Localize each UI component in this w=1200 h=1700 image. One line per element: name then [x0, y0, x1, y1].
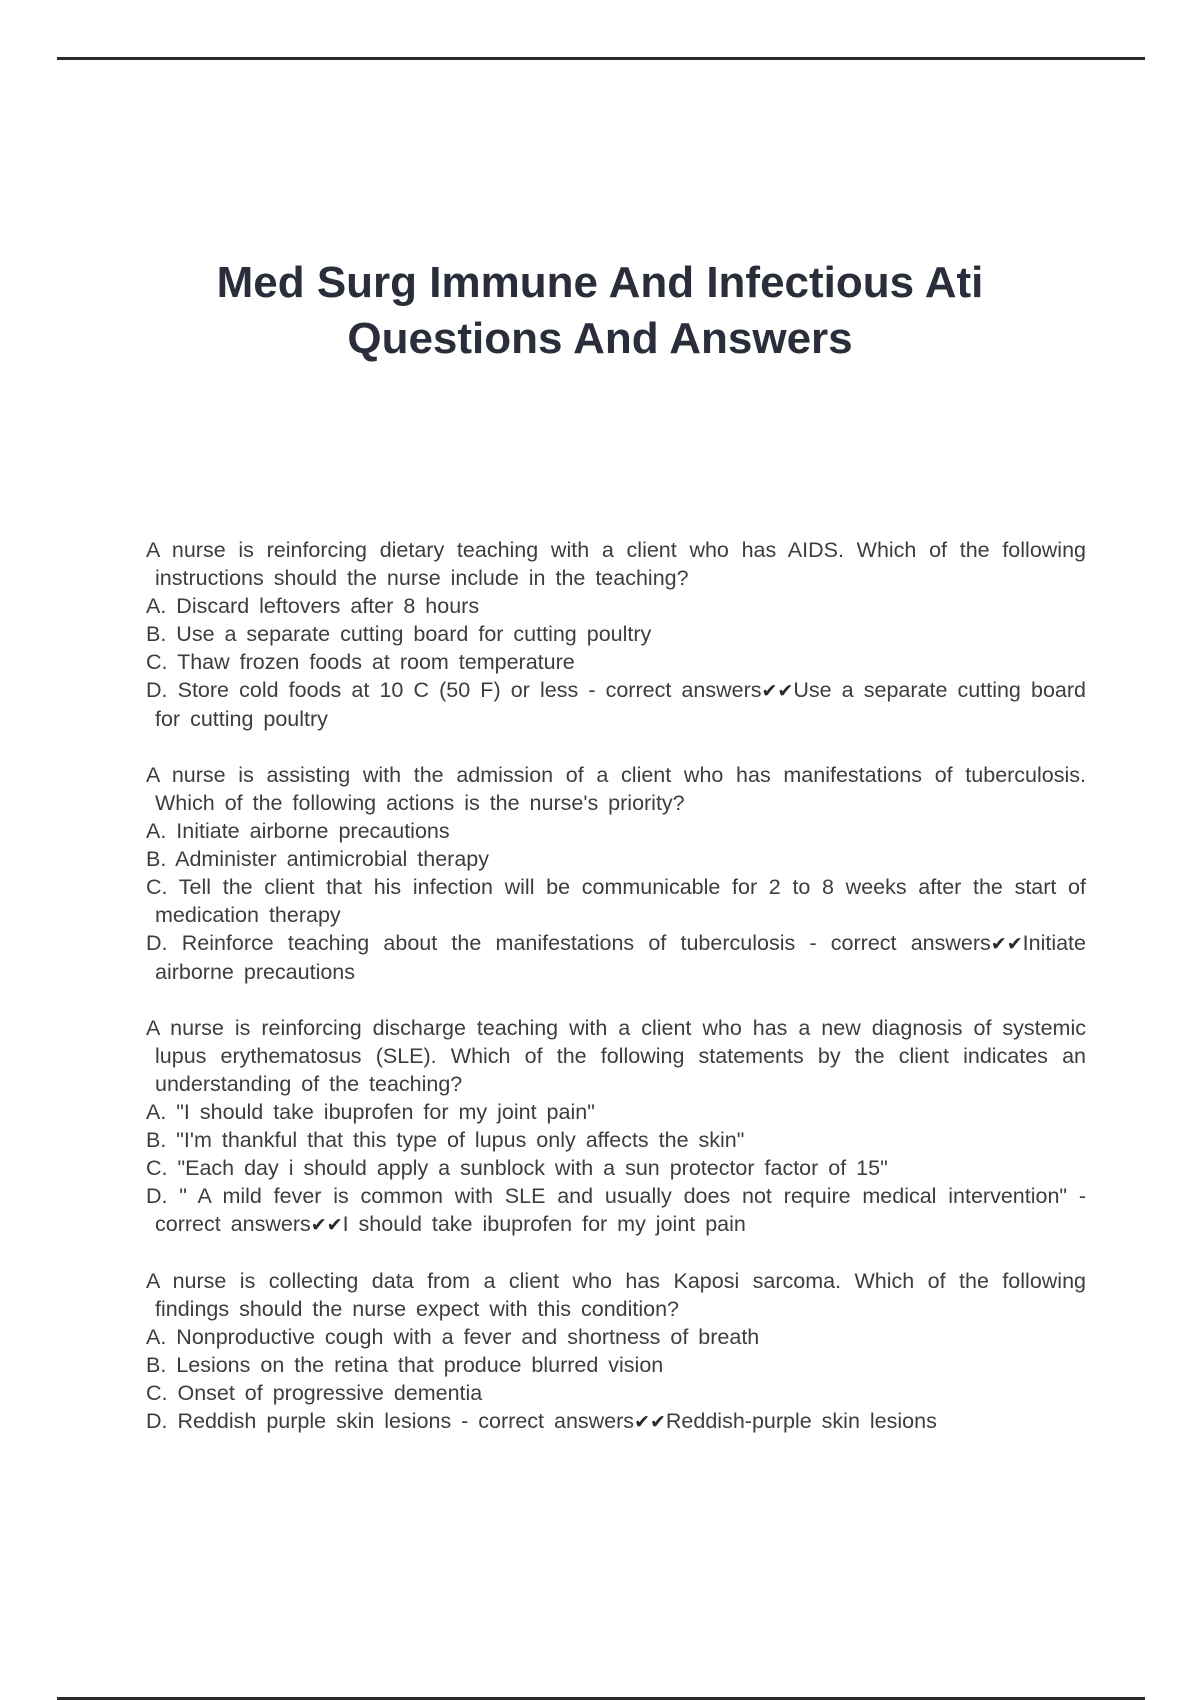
option-b: B. Use a separate cutting board for cutting poultry	[146, 622, 652, 646]
option-d: D. " A mild fever is common with SLE and usually does not require medical intervention"	[146, 1184, 1068, 1208]
option-a: A. Initiate airborne precautions	[146, 819, 450, 843]
correct-answer: I should take ibuprofen for my joint pain	[342, 1212, 746, 1236]
answer-label: - correct answers	[155, 1184, 1086, 1236]
question-block-1	[146, 536, 1086, 733]
option-c: C. "Each day i should apply a sunblock with a sun protector factor of 15"	[146, 1156, 888, 1180]
option-d-with-answer	[146, 1407, 1086, 1436]
option-d-with-answer	[146, 676, 1086, 733]
option-b: B. "I'm thankful that this type of lupus only affects the skin"	[146, 1128, 745, 1152]
option-a: A. Discard leftovers after 8 hours	[146, 594, 480, 618]
answer-label: - correct answers	[451, 1409, 635, 1433]
double-check-icon: ✔✔	[310, 1214, 343, 1236]
double-check-icon: ✔✔	[761, 680, 794, 702]
document-title: Med Surg Immune And Infectious Ati Questions And Answers	[216, 258, 984, 363]
option-a: A. Nonproductive cough with a fever and shortness of breath	[146, 1325, 760, 1349]
option-b: B. Lesions on the retina that produce blurred vision	[146, 1353, 664, 1377]
correct-answer: Initiate airborne precautions	[155, 931, 1086, 984]
double-check-icon: ✔✔	[990, 933, 1023, 955]
question-block-3	[146, 1014, 1086, 1239]
question-block-4	[146, 1267, 1086, 1436]
correct-answer: Reddish-purple skin lesions	[665, 1409, 937, 1433]
option-a: A. "I should take ibuprofen for my joint pain"	[146, 1100, 595, 1124]
correct-answer: Use a separate cutting board for cutting poultry	[155, 678, 1086, 731]
qa-content	[146, 536, 1086, 1464]
option-d: D. Reinforce teaching about the manifestations of tuberculosis	[146, 931, 796, 955]
option-c: C. Onset of progressive dementia	[146, 1381, 483, 1405]
option-d: D. Store cold foods at 10 C (50 F) or less	[146, 678, 579, 702]
option-d-with-answer	[146, 929, 1086, 986]
question-text: A nurse is reinforcing dietary teaching with a client who has AIDS. Which of the following instructions should the nurse include in the teaching?	[146, 538, 1086, 590]
top-divider	[57, 57, 1145, 60]
option-c: C. Tell the client that his infection will be communicable for 2 to 8 weeks after the start of medication therapy	[146, 875, 1086, 927]
question-block-2	[146, 761, 1086, 986]
question-text: A nurse is assisting with the admission of a client who has manifestations of tuberculosis. Which of the following actions is the nurse's priority?	[146, 763, 1086, 815]
option-b: B. Administer antimicrobial therapy	[146, 847, 490, 871]
double-check-icon: ✔✔	[634, 1411, 666, 1433]
answer-label: - correct answers	[795, 931, 991, 955]
option-d: D. Reddish purple skin lesions	[146, 1409, 452, 1433]
option-c: C. Thaw frozen foods at room temperature	[146, 650, 575, 674]
question-text: A nurse is reinforcing discharge teaching with a client who has a new diagnosis of systemic lupus erythematosus (SLE). Which of the following statements by the client indicates an understanding of the teaching?	[146, 1016, 1086, 1096]
option-d-with-answer	[146, 1182, 1086, 1239]
answer-label: - correct answers	[578, 678, 762, 702]
question-text: A nurse is collecting data from a client who has Kaposi sarcoma. Which of the following findings should the nurse expect with this condition?	[146, 1269, 1086, 1321]
